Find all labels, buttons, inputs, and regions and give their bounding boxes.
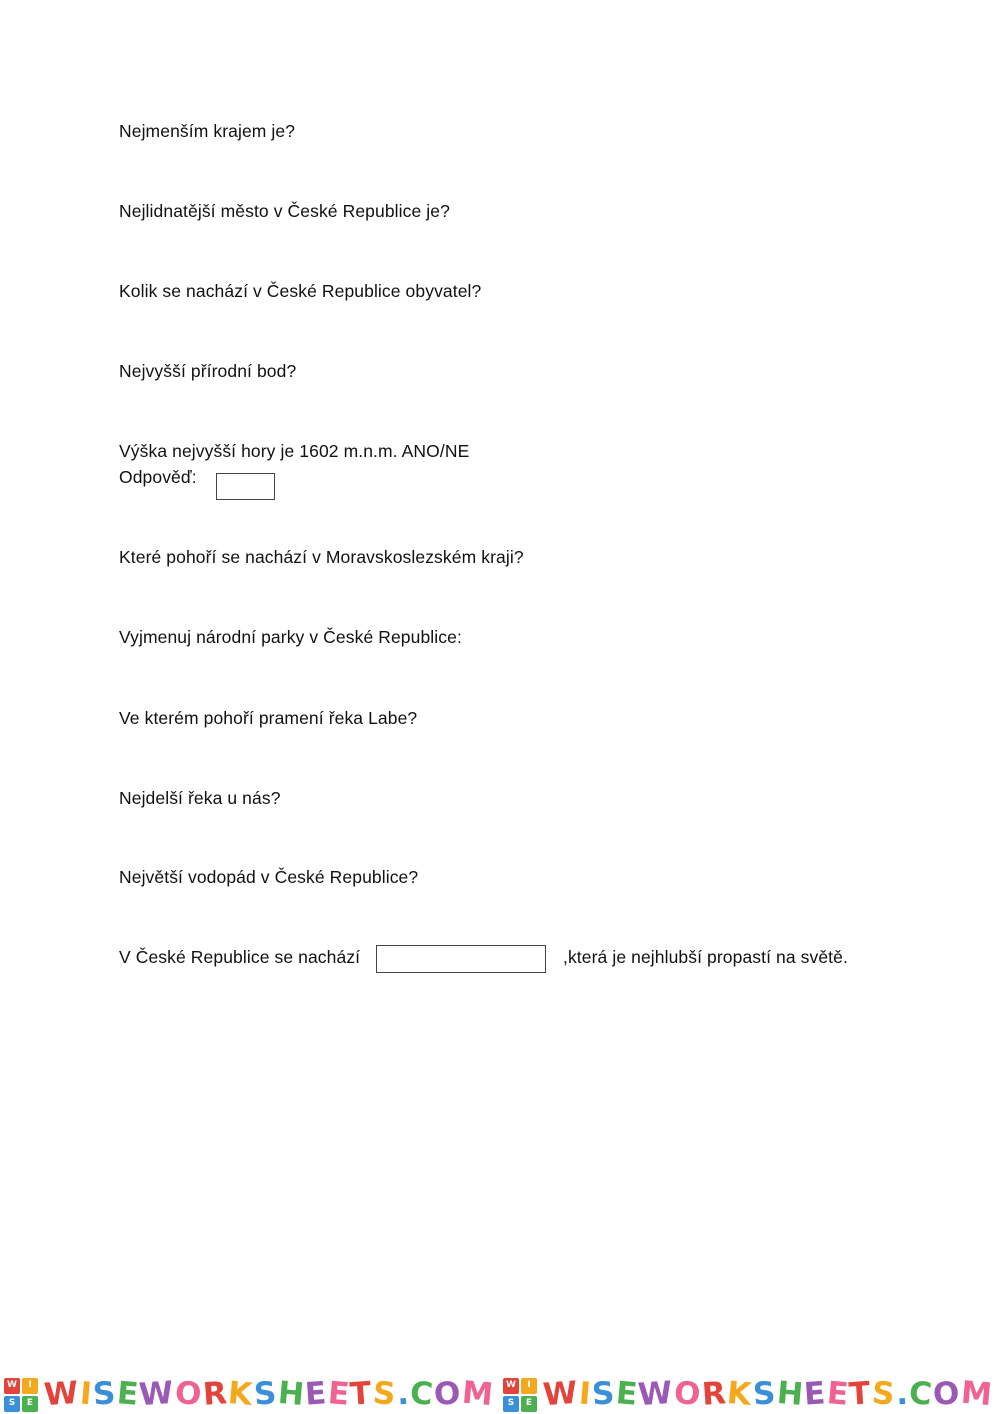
brand-letter: C [907,1375,935,1413]
question-most-populous-city: Nejlidnatější město v České Republice je? [119,201,450,221]
question-longest-river: Nejdelší řeka u nás? [119,788,281,808]
logo-letter: E [22,1396,38,1412]
brand-letter: O [173,1374,205,1414]
brand-letter: S [751,1375,778,1413]
brand-logo-left [4,1376,495,1413]
question-largest-waterfall: Největší vodopád v České Republice? [119,867,419,887]
brand-letter: S [870,1375,898,1413]
brand-letter: S [590,1375,617,1413]
brand-letter: S [252,1375,279,1413]
brand-logo-right [503,1376,994,1413]
question-population: Kolik se nachází v České Republice obyvatel? [119,281,482,301]
brand-letter: H [276,1374,307,1414]
logo-letter: W [503,1378,519,1394]
brand-letter: O [672,1374,704,1414]
logo-grid-icon [4,1378,38,1412]
answer-input-yes-no[interactable] [216,473,275,500]
brand-letter: K [226,1374,256,1414]
brand-letter: T [349,1375,375,1413]
brand-letter: E [326,1375,352,1413]
brand-letter: S [91,1375,118,1413]
brand-text [543,1376,994,1413]
logo-letter: I [22,1378,38,1394]
question-national-parks: Vyjmenuj národní parky v České Republice: [119,627,462,647]
logo-grid-icon [503,1378,537,1412]
answer-input-abyss[interactable] [376,945,546,973]
question-mountains-moravian-silesian: Které pohoří se nachází v Moravskoslezském kraji? [119,547,524,567]
brand-letter: W [138,1374,177,1414]
brand-letter: I [78,1375,95,1413]
brand-letter: W [541,1374,580,1414]
brand-letter: E [303,1375,329,1413]
logo-letter: S [4,1396,20,1412]
question-mountain-height: Výška nejvyšší hory je 1602 m.n.m. ANO/NE [119,441,470,461]
brand-letter: O [932,1375,963,1413]
brand-letter: E [115,1375,141,1413]
brand-letter: R [201,1375,230,1413]
answer-label: Odpověď: [119,467,197,487]
logo-letter: S [503,1396,519,1412]
logo-letter: W [4,1378,20,1394]
brand-letter: E [802,1375,828,1413]
brand-letter: R [700,1375,729,1413]
brand-letter: S [371,1375,399,1413]
logo-letter: I [521,1378,537,1394]
footer-watermark [0,1376,1000,1413]
brand-letter: C [408,1375,436,1413]
brand-letter: W [42,1374,81,1414]
brand-letter: E [825,1375,851,1413]
brand-letter: . [395,1375,412,1413]
question-highest-point: Nejvyšší přírodní bod? [119,361,297,381]
question-smallest-region: Nejmenším krajem je? [119,121,296,141]
brand-letter: O [433,1375,464,1413]
brand-text [44,1376,495,1413]
brand-letter: T [848,1375,874,1413]
logo-letter: E [521,1396,537,1412]
brand-letter: H [775,1374,806,1414]
brand-letter: E [614,1375,640,1413]
brand-letter: W [637,1374,676,1414]
question-abyss-prefix: V České Republice se nachází [119,947,361,967]
question-abyss-suffix: ,která je nejhlubší propastí na světě. [563,947,848,967]
brand-letter: I [577,1375,594,1413]
brand-letter: M [959,1374,996,1414]
brand-letter: K [725,1374,755,1414]
brand-letter: . [894,1375,911,1413]
question-elbe-source: Ve kterém pohoří pramení řeka Labe? [119,708,418,728]
brand-letter: M [460,1374,497,1414]
